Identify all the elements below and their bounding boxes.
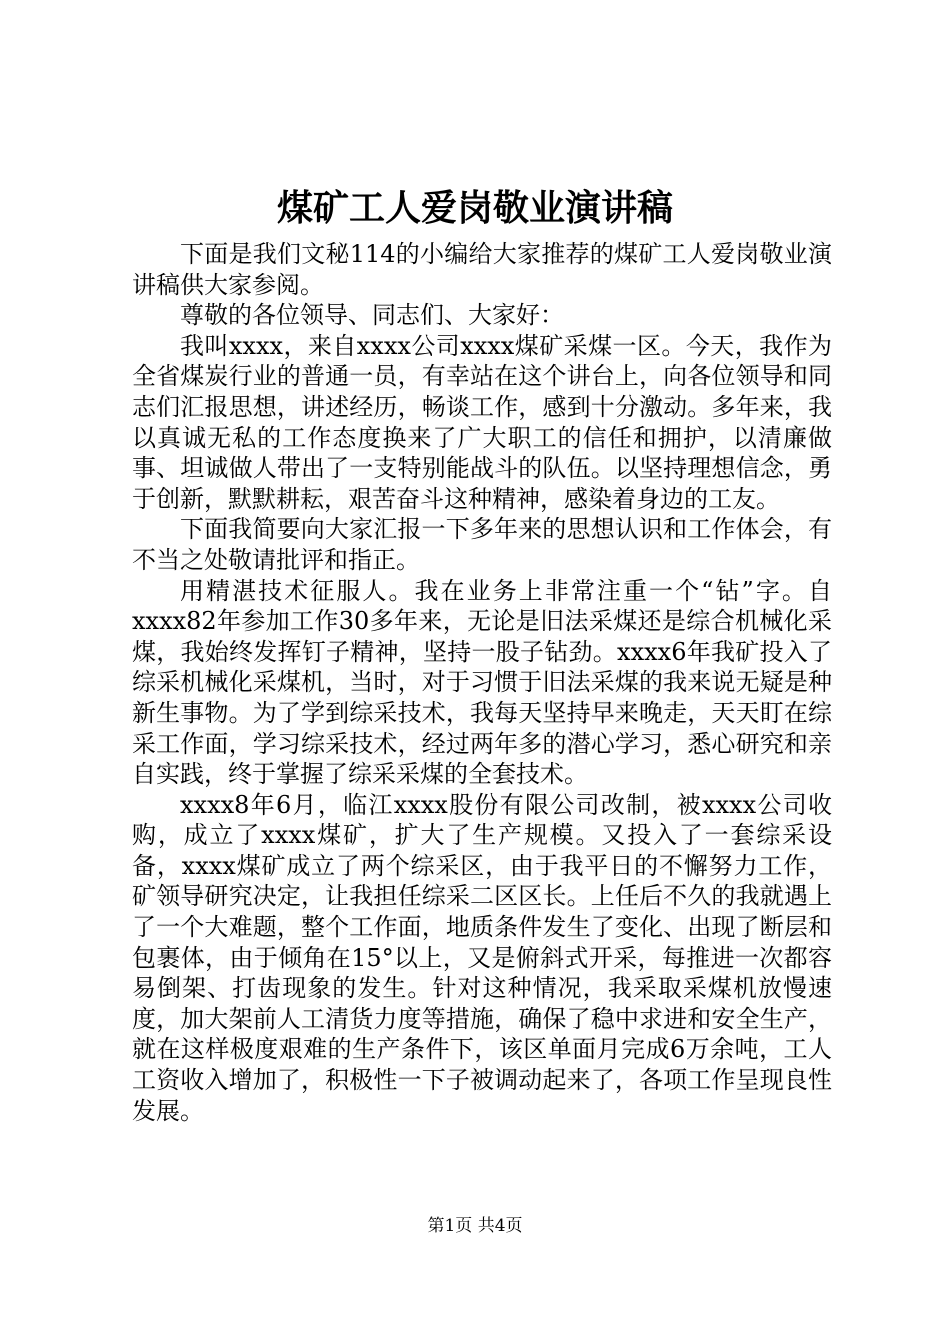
- page-title: 煤矿工人爱岗敬业演讲稿: [276, 187, 673, 229]
- paragraph-self-introduction: 我叫xxxx，来自xxxx公司xxxx煤矿采煤一区。今天，我作为全省煤炭行业的普通一员，有幸站在这个讲台上，向各位领导和同志们汇报思想，讲述经历，畅谈工作，感到十分激动。多年来，我以真诚无私的工作态度换来了广大职工的信任和拥护，以清廉做事、坦诚做人带出了一支特别能战斗的队伍。以坚持理想信念，勇于创新，默默耕耘，艰苦奋斗这种精神，感染着身边的工友。: [132, 331, 832, 513]
- paragraph-transition: 下面我简要向大家汇报一下多年来的思想认识和工作体会，有不当之处敬请批评和指正。: [132, 515, 832, 574]
- paragraph-technical-skill: 用精湛技术征服人。我在业务上非常注重一个“钻”字。自xxxx82年参加工作30多年来，无论是旧法采煤还是综合机械化采煤，我始终发挥钉子精神，坚持一股子钻劲。xxxx6年我矿投入了综采机械化采煤机，当时，对于习惯于旧法采煤的我来说无疑是种新生事物。为了学到综采技术，我每天坚持早来晚走，天天盯在综采工作面，学习综采技术，经过两年多的潜心学习，悉心研究和亲自实践，终于掌握了综采采煤的全套技术。: [132, 576, 832, 789]
- document-body: [132, 239, 832, 1126]
- page-footer: 第1页 共4页: [427, 1216, 523, 1236]
- paragraph-intro: 下面是我们文秘114的小编给大家推荐的煤矿工人爱岗敬业演讲稿供大家参阅。: [132, 240, 832, 299]
- paragraph-management: xxxx8年6月，临江xxxx股份有限公司改制，被xxxx公司收购，成立了xxxx煤矿，扩大了生产规模。又投入了一套综采设备，xxxx煤矿成立了两个综采区，由于我平日的不懈努力工作，矿领导研究决定，让我担任综采二区区长。上任后不久的我就遇上了一个大难题，整个工作面，地质条件发生了变化、出现了断层和包裹体，由于倾角在15°以上，又是俯斜式开采，每推进一次都容易倒架、打齿现象的发生。针对这种情况，我采取采煤机放慢速度，加大架前人工清货力度等措施，确保了稳中求进和安全生产，就在这样极度艰难的生产条件下，该区单面月完成6万余吨，工人工资收入增加了，积极性一下子被调动起来了，各项工作呈现良性发展。: [132, 790, 832, 1125]
- paragraph-greeting: 尊敬的各位领导、同志们、大家好：: [180, 301, 564, 330]
